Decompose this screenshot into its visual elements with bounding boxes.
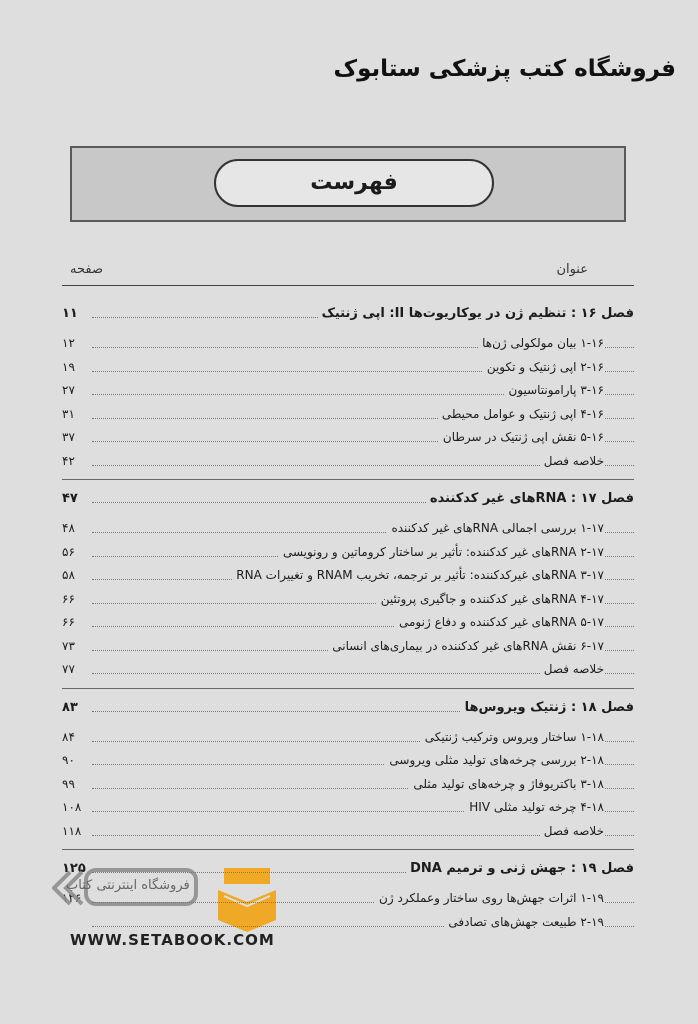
toc-page-number: ۹۰ xyxy=(62,753,75,767)
toc-page-number: ۸۴ xyxy=(62,729,75,744)
toc-page-number: ۷۳ xyxy=(62,638,75,653)
toc-entry-title: فصل ۱۹ : جهش ژنی و ترمیم DNA xyxy=(406,861,634,876)
toc-page-number: ۱۹ xyxy=(62,359,75,374)
toc-entry-title: ۲-۱۹ طبیعت جهش‌های تصادفی xyxy=(444,915,604,929)
toc-page-number: ۱۲۶ xyxy=(62,891,82,905)
toc-entry-title: خلاصه فصل xyxy=(540,662,604,676)
toc-entry-title: ۵-۱۷ RNAهای غیر کدکننده و دفاع ژنومی xyxy=(395,615,604,629)
toc-entry-title: ۳-۱۷ RNAهای غیرکدکننده: تأثیر بر ترجمه، تخریب RNAM و تغییرات RNA xyxy=(232,568,604,582)
toc-entry-title: ۲-۱۶ اپی ژنتیک و تکوین xyxy=(483,360,604,374)
toc-page-number: ۸۳ xyxy=(62,699,78,715)
toc-page-number: ۳۷ xyxy=(62,430,75,444)
toc-entry-title: فصل ۱۸ : ژنتیک ویروس‌ها xyxy=(461,700,634,715)
toc-page-number: ۱۲ xyxy=(62,336,75,350)
column-header-title: عنوان xyxy=(556,262,588,277)
toc-page-number: ۴۸ xyxy=(62,521,75,535)
toc-page-number: ۴۲ xyxy=(62,453,75,468)
toc-page-number: ۱۲۵ xyxy=(62,861,86,876)
toc-page-number: ۷۷ xyxy=(62,662,75,676)
toc-title-frame xyxy=(70,146,626,222)
toc-page-number: ۴۷ xyxy=(62,491,78,506)
header-rule xyxy=(62,285,634,286)
watermark-tagline: فروشگاه اینترنتی کتاب xyxy=(66,878,190,893)
chapter-separator xyxy=(62,688,634,689)
toc-entry-title: ۵-۱۶ نقش اپی ژنتیک در سرطان xyxy=(439,430,604,444)
toc-entry-title: ۱-۱۹ اثرات جهش‌ها روی ساختار وعملکرد ژن xyxy=(375,891,604,905)
column-header-page: صفحه xyxy=(70,262,103,277)
toc-entry-title: ۲-۱۸ بررسی چرخه‌های تولید مثلی ویروسی xyxy=(385,753,604,767)
toc-entry-title: ۴-۱۶ اپی ژنتیک و عوامل محیطی xyxy=(438,407,604,421)
toc-entry-title: خلاصه فصل xyxy=(540,824,604,838)
toc-page-number: ۱۱۸ xyxy=(62,823,82,838)
toc-entry-title: ۱-۱۷ بررسی اجمالی RNAهای غیر کدکننده xyxy=(387,521,604,535)
toc-entry-title: ۳-۱۶ پارامونتاسیون xyxy=(504,383,604,397)
toc-page-number: ۶۶ xyxy=(62,591,75,606)
toc-entry-title: ۳-۱۸ باکتریوفاژ و چرخه‌های تولید مثلی xyxy=(409,777,604,791)
chapter-separator xyxy=(62,479,634,480)
toc-page-number: ۱۱ xyxy=(62,306,78,321)
toc-page-number: ۱۰۸ xyxy=(62,800,82,814)
toc-entry-title: ۱-۱۶ بیان مولکولی ژن‌ها xyxy=(478,336,604,350)
toc-entry-title: فصل ۱۶ : تنظیم ژن در یوکاریوت‌ها II: اپی ژنتیک xyxy=(318,306,634,321)
store-header: فروشگاه کتب پزشکی ستابوک xyxy=(333,56,676,82)
toc-entry-title: ۶-۱۷ نقش RNAهای غیر کدکننده در بیماری‌های انسانی xyxy=(328,639,604,653)
watermark-url: WWW.SETABOOK.COM xyxy=(70,931,275,949)
toc-entry-title: ۱-۱۸ ساختار ویروس وترکیب ژنتیکی xyxy=(421,730,604,744)
toc-entry-title: ۴-۱۷ RNAهای غیر کدکننده و جاگیری پروتئین xyxy=(377,592,604,606)
toc-entry-title: خلاصه فصل xyxy=(540,454,604,468)
toc-page-number: ۵۸ xyxy=(62,568,75,582)
toc-page-number: ۹۹ xyxy=(62,776,75,791)
toc-page-number: ۲۷ xyxy=(62,383,75,397)
toc-title: فهرست xyxy=(214,159,494,207)
toc-entry-title: فصل ۱۷ : RNAهای غیر کدکننده xyxy=(426,491,634,506)
toc-page-number: ۶۶ xyxy=(62,615,75,629)
toc-entry-title: ۴-۱۸ چرخه تولید مثلی HIV xyxy=(465,800,604,814)
toc-page-number: ۵۶ xyxy=(62,544,75,559)
toc-entry-title: ۲-۱۷ RNAهای غیر کدکننده: تأثیر بر ساختار کروماتین و رونویسی xyxy=(279,545,604,559)
toc-page-number: ۳۱ xyxy=(62,406,75,421)
